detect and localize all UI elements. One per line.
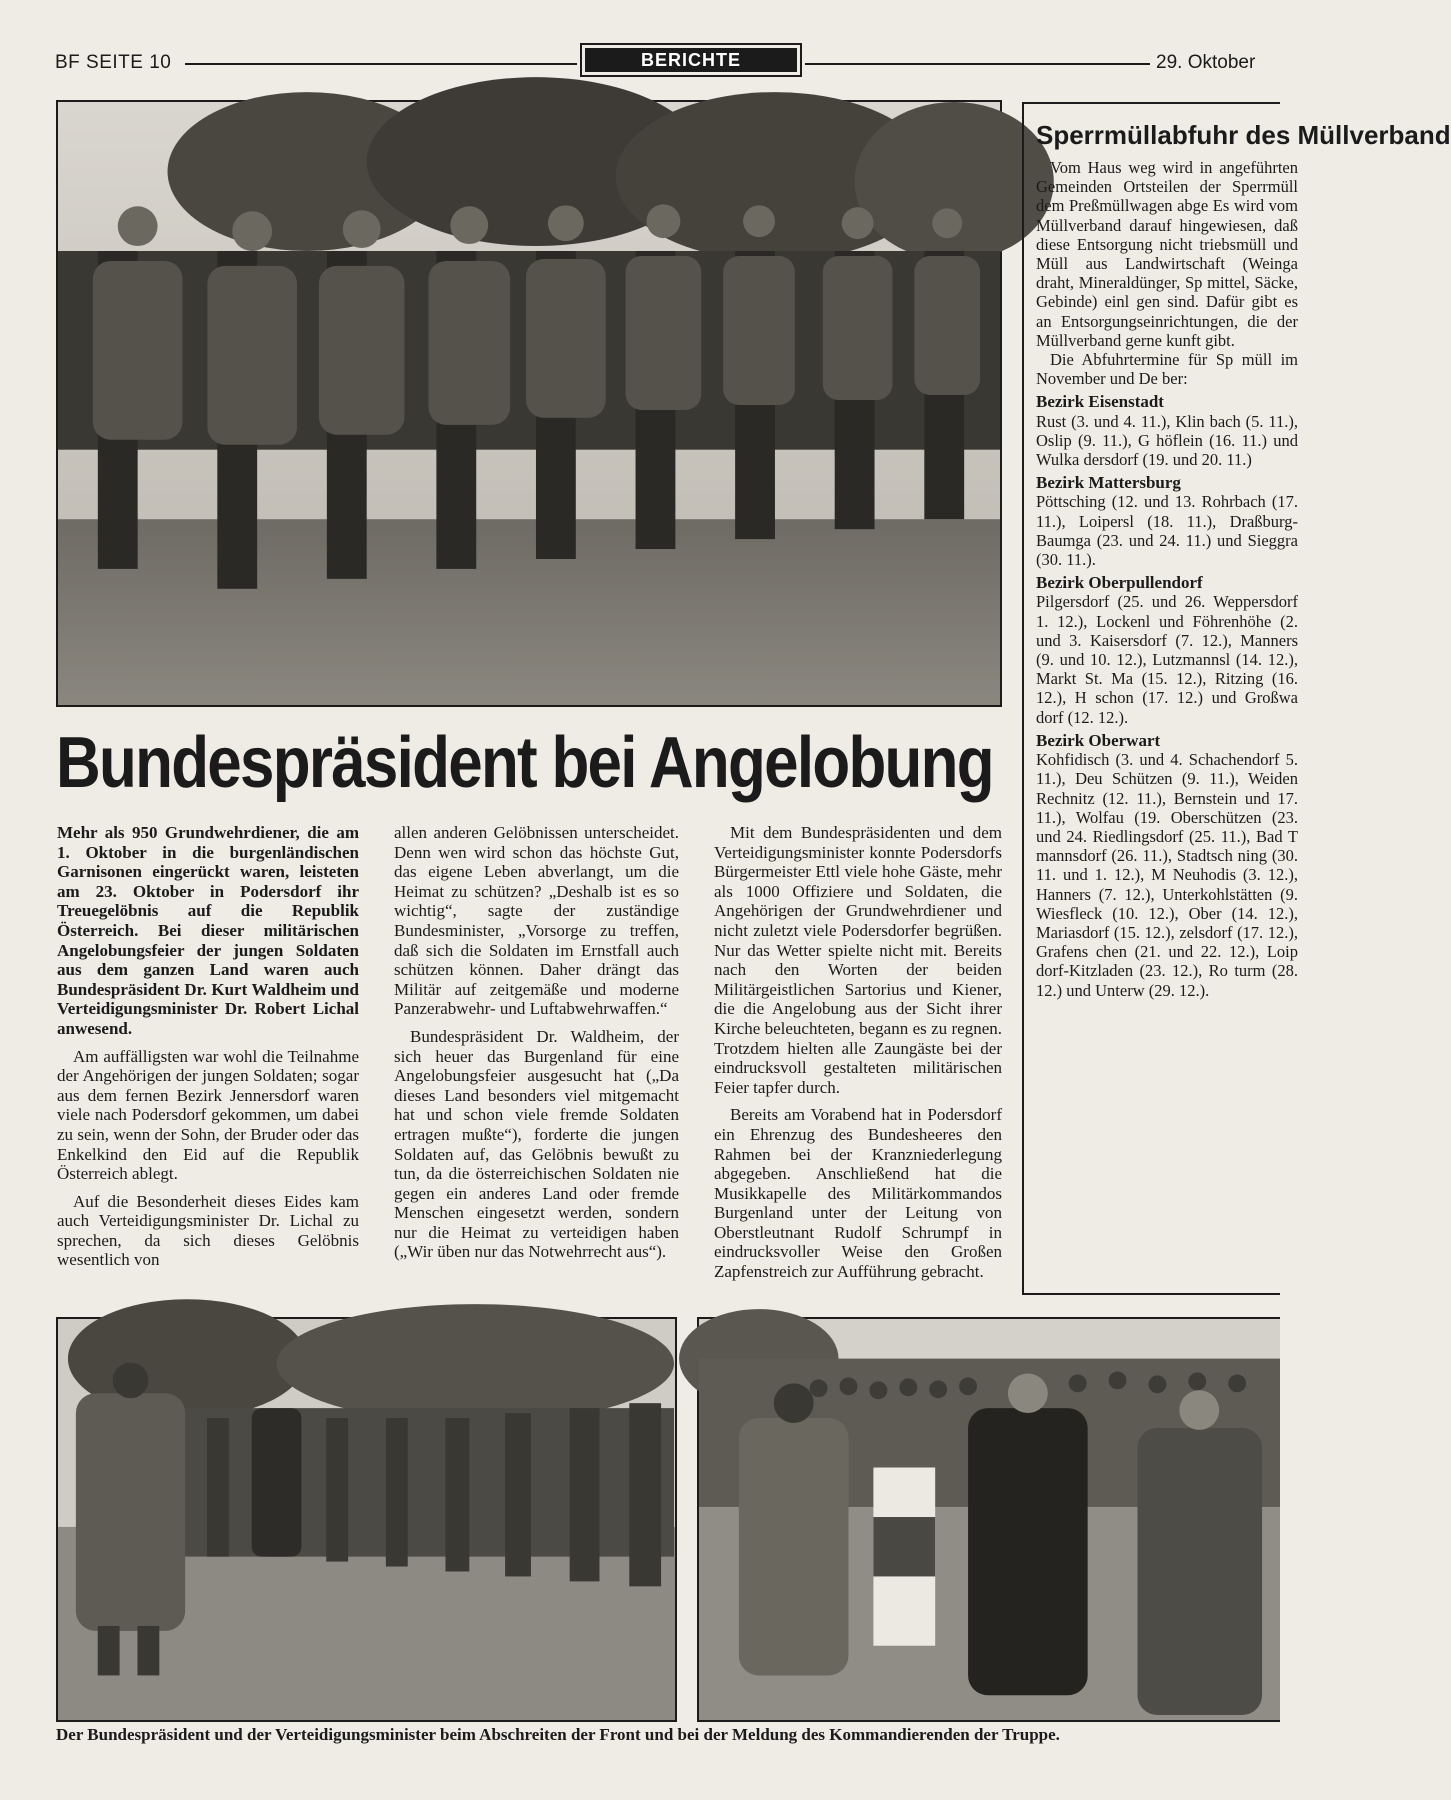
section-label: BERICHTE	[585, 48, 797, 72]
article-headline: Bundespräsident bei Angelobung	[56, 723, 993, 803]
article-lead: Mehr als 950 Grundwehrdiener, die am 1. Oktober in die burgenländischen Garnisonen eingerückt waren, leisteten am 23. Oktober in Podersdorf ihr Treuegelöbnis auf die Republik Österreich. Bei dieser militärischen Angelobungsfeier der jungen Soldaten aus dem ganzen Land waren auch Bundespräsident Dr. Kurt Waldheim und Verteidigungsminister Dr. Robert Lichal anwesend.	[57, 823, 359, 1038]
article-paragraph: Am auffälligsten war wohl die Teilnahme der Angehörigen der jungen Soldaten; sogar aus dem fernen Bezirk Jennersdorf waren viele nach Podersdorf gekommen, um dabei zu sein, wenn der Sohn, der Bruder oder das Enkelkind den Eid auf die Republik Österreich ablegt.	[57, 1046, 359, 1184]
sidebar-title: Sperrmüllabfuhr des Müllverband	[1036, 120, 1451, 150]
article-paragraph: Mit dem Bundespräsidenten und dem Verteidigungsminister konnte Podersdorfs Bürgermeister Ettl viele hohe Gäste, mehr als 1000 Offiziere und Soldaten, die Angehörigen der Grundwehrdiener und nicht zuletzt viele Podersdorfer begrüßen. Nur das Wetter spielte nicht mit. Bereits nach den Worten der beiden Militärgeistlichen Sartorius und Kiener, die die Angelobung aus der Sicht ihrer Kirche beleuchteten, begann es zu regnen. Trotzdem hielten alle Zaungäste bei der eindrucksvoll gestalteten militärischen Feier tapfer durch.	[714, 823, 1002, 1097]
sidebar-box	[1022, 102, 1451, 1295]
article-paragraph: Auf die Besonderheit dieses Eides kam auch Verteidigungsminister Dr. Lichal zu sprechen, da sich dieses Gelöbnis wesentlich von	[57, 1191, 359, 1270]
district-dates: Pöttsching (12. und 13. Rohrbach (17. 11.), Loipersl (18. 11.), Draßburg-Baumga (23. und 24. 11.) und Sieggra (30. 11.).	[1036, 492, 1298, 570]
district-heading: Bezirk Mattersburg	[1036, 473, 1181, 493]
article-column-1	[57, 823, 359, 1278]
district-dates: Kohfidisch (3. und 4. Schachendorf 5. 11.), Deu Schützen (9. 11.), Weiden Rechnitz (12. 11.), Bernstein und 17. 11.), Wolfau (19. Oberschützen (23. und 24. Riedlingsdorf (25. 11.), Bad T mannsdorf (26. 11.), Stadtsch ning (30. 11. und 1. 12.), M Neuhodis (3. 12.), Hanners (7. 12.), Unterkohlstätten (9. Wiesfleck (10. 12.), Ober (14. 12.), Mariasdorf (15. 12.), zelsdorf (17. 12.), Grafens chen (21. und 22. 12.), Loip dorf-Kitzladen (23. 12.), Ro turm (28. 12.) und Unterw (29. 12.).	[1036, 750, 1298, 1000]
issue-date: 29. Oktober	[1156, 52, 1256, 73]
page-label: BF SEITE 10	[55, 52, 172, 73]
district-heading: Bezirk Eisenstadt	[1036, 392, 1164, 412]
inspection-image	[58, 1319, 675, 1720]
sidebar-text	[1036, 158, 1298, 1000]
sidebar-intro: Vom Haus weg wird in angeführten Gemeinden Ortsteilen der Sperrmüll dem Preßmüllwagen abge Es wird vom Müllverband darauf hingewiesen, daß diese Entsorgung nicht triebsmüll und Müll aus Landwirtschaft (Weinga draht, Mineraldünger, Sp mittel, Säcke, Gebinde) einl gen sind. Dafür gibt es an Entsorgungseinrichtungen, die der Müllverband gerne kunft gibt.	[1036, 158, 1298, 350]
article-paragraph: Bereits am Vorabend hat in Podersdorf ein Ehrenzug des Bundesheeres den Rahmen bei der Kranzniederlegung abgegeben. Anschließend hat die Musikkapelle des Militärkommandos Burgenland unter der Leitung von Oberstleutnant Rudolf Schrumpf in eindrucksvoller Weise den Großen Zapfenstreich zur Aufführung gebracht.	[714, 1105, 1002, 1282]
district-heading: Bezirk Oberwart	[1036, 730, 1161, 750]
report-ceremony-image	[699, 1319, 1280, 1720]
photo-caption: Der Bundespräsident und der Verteidigungsminister beim Abschreiten der Front und bei der Meldung des Kommandierenden der Truppe.	[56, 1725, 1060, 1744]
section-badge	[580, 43, 802, 77]
article-paragraph: Bundespräsident Dr. Waldheim, der sich heuer das Burgenland für eine Angelobungsfeier ausgesucht hat („Da dieses Land besonders viel mitgemacht hat und schon viele fremde Soldaten ertragen mußte“), forderte die jungen Soldaten auf, das Gelöbnis bewußt zu tun, da die österreichischen Soldaten nie gegen ein anderes Land oder fremde Menschen eingesetzt werden, sondern nur die Heimat zu verteidigen haben („Wir üben nur das Notwehrrecht aus“).	[394, 1026, 679, 1262]
district-heading: Bezirk Oberpullendorf	[1036, 573, 1203, 593]
article-column-3	[714, 823, 1002, 1290]
main-photo	[56, 100, 1002, 707]
header-rule-left	[185, 63, 577, 65]
bottom-right-photo	[697, 1317, 1280, 1722]
article-paragraph: allen anderen Gelöbnissen unterscheidet. Denn wen wird schon das höchste Gut, das eigene Leben abverlangt, um die Heimat zu schützen? „Deshalb ist es so wichtig“, sagte der zuständige Bundesminister, „Vorsorge zu treffen, daß sich die Soldaten im Ernstfall auch schützen können. Daher drängt das Militär auf zeitgemäße und moderne Panzerabwehr- und Luftabwehrwaffen.“	[394, 823, 679, 1019]
district-dates: Pilgersdorf (25. und 26. Weppersdorf 1. 12.), Lockenl und Föhrenhöhe (2. und 3. Kaisersdorf (7. 12.), Manners (9. und 10. 12.), Lutzmannsl (14. 12.), Markt St. Ma (15. 12.), Ritzing (16. 12.), H schon (17. 12.) und Großwa dorf (12. 12.).	[1036, 592, 1298, 727]
bottom-left-photo	[56, 1317, 677, 1722]
header-rule-right	[805, 63, 1150, 65]
district-dates: Rust (3. und 4. 11.), Klin bach (5. 11.), Oslip (9. 11.), G höflein (16. 11.) und Wulka dersdorf (19. und 20. 11.)	[1036, 411, 1298, 470]
soldiers-formation-image	[58, 102, 1000, 705]
article-column-2	[394, 823, 679, 1270]
sidebar-intro-2: Die Abfuhrtermine für Sp müll im November und De ber:	[1036, 350, 1298, 389]
